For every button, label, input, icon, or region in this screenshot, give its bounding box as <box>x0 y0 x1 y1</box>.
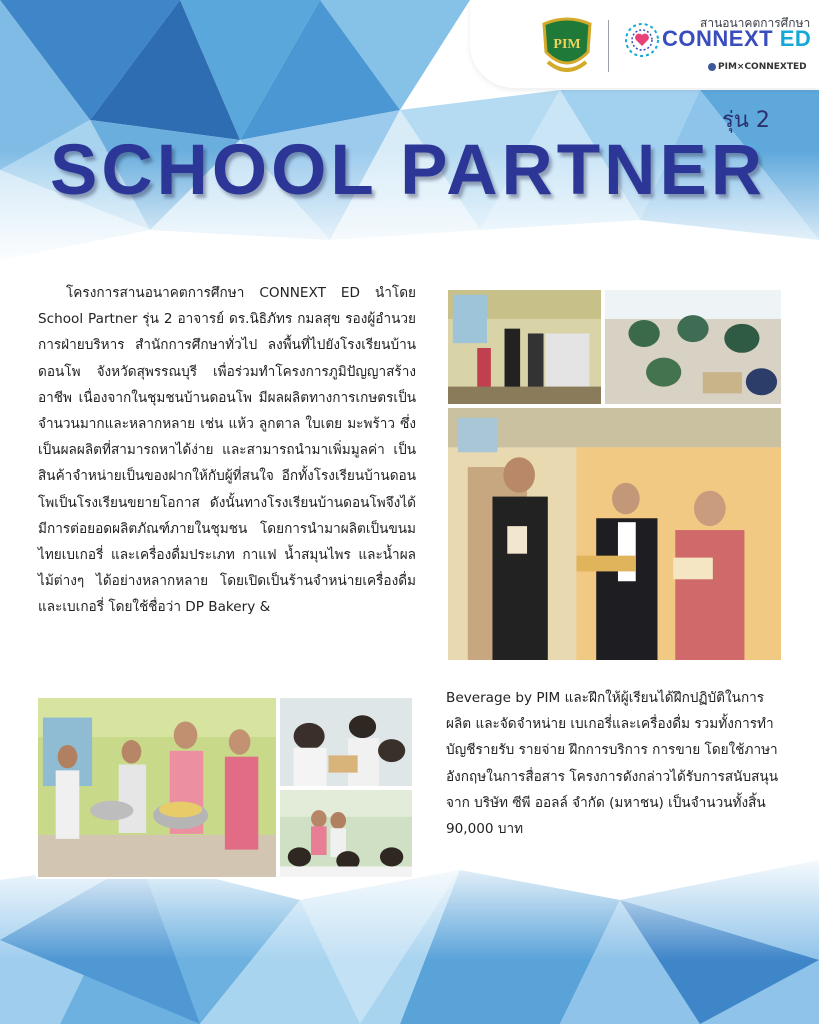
connext-globe-icon <box>622 20 662 60</box>
pim-logo-text: PIM <box>553 37 581 52</box>
connext-wordmark <box>662 26 811 52</box>
facebook-handle-text: PIM×CONNEXTED <box>718 62 807 72</box>
logo-divider <box>608 20 609 72</box>
photo-students-baking <box>278 696 414 788</box>
page-title: SCHOOL PARTNER <box>50 131 767 210</box>
article-paragraph-1 <box>38 280 416 621</box>
photo-teachers-cafe <box>446 288 603 406</box>
connext-ed: ED <box>779 26 812 51</box>
round-label: รุ่น 2 <box>722 108 770 133</box>
photo-students-floor <box>603 288 783 406</box>
photo-three-holding-products <box>446 406 783 662</box>
paragraph-1-text: โครงการสานอนาคตการศึกษา CONNEXT ED นำโดย School Partner รุ่น 2 อาจารย์ ดร.นิธิภัทร กมลสุข รองผู้อำนวยการฝ่ายบริหาร สำนักการศึกษาทั่วไป ลงพื้นที่ไปยังโรงเรียนบ้านดอนโพ จังหวัดสุพรรณบุรี เพื่อร่วมทำโครงการภูมิปัญญาสร้างอาชีพ เนื่องจากในชุมชนบ้านดอนโพ มีผลผลิตทางการเกษตรเป็นจำนวนมากและหลากหลาย เช่น แห้ว ลูกตาล ใบเตย มะพร้าว ซึ่งเป็นผลผลิตที่สามารถหาได้ง่าย และสามารถนำมาเพิ่มมูลค่า เป็นสินค้าจำหน่ายเป็นของฝากให้กับผู้ที่สนใจ อีกทั้งโรงเรียนบ้านดอนโพเป็นโรงเรียนขยายโอกาส ดังนั้นทางโรงเรียนบ้านดอนโพจึงได้มีการต่อยอดผลิตภัณฑ์ภายในชุมชน โดยการนำมาผลิตเป็นขนมไทยเบเกอรี่ และเครื่องดื่มประเภท กาแฟ น้ำสมุนไพร และน้ำผลไม้ต่างๆ ได้อย่างหลากหลาย โดยเปิดเป็นร้านจำหน่ายเครื่องดื่มและเบเกอรี่ โดยใช้ชื่อว่า DP Bakery & <box>38 285 416 616</box>
connext-thai-name: สานอนาคตการศึกษา <box>700 16 811 30</box>
article-paragraph-2: Beverage by PIM และฝึกให้ผู้เรียนได้ฝึกปฏิบัติในการผลิต และจัดจำหน่าย เบเกอรี่และเครื่องดื่ม รวมทั้งการทำบัญชีรายรับ รายจ่าย ฝึกการบริการ การขาย โดยใช้ภาษาอังกฤษในการสื่อสาร โครงการดังกล่าวได้รับการสนับสนุนจาก บริษัท ซีพี ออลล์ จำกัด (มหาชน) เป็นจำนวนทั้งสิ้น 90,000 บาท <box>446 690 778 838</box>
photo-serving-snacks <box>36 696 278 879</box>
photo-classroom-group <box>278 788 414 879</box>
connext-main: CONNEXT <box>662 26 774 51</box>
facebook-icon <box>708 63 716 71</box>
facebook-handle <box>708 62 807 72</box>
pim-logo-icon <box>538 16 596 76</box>
